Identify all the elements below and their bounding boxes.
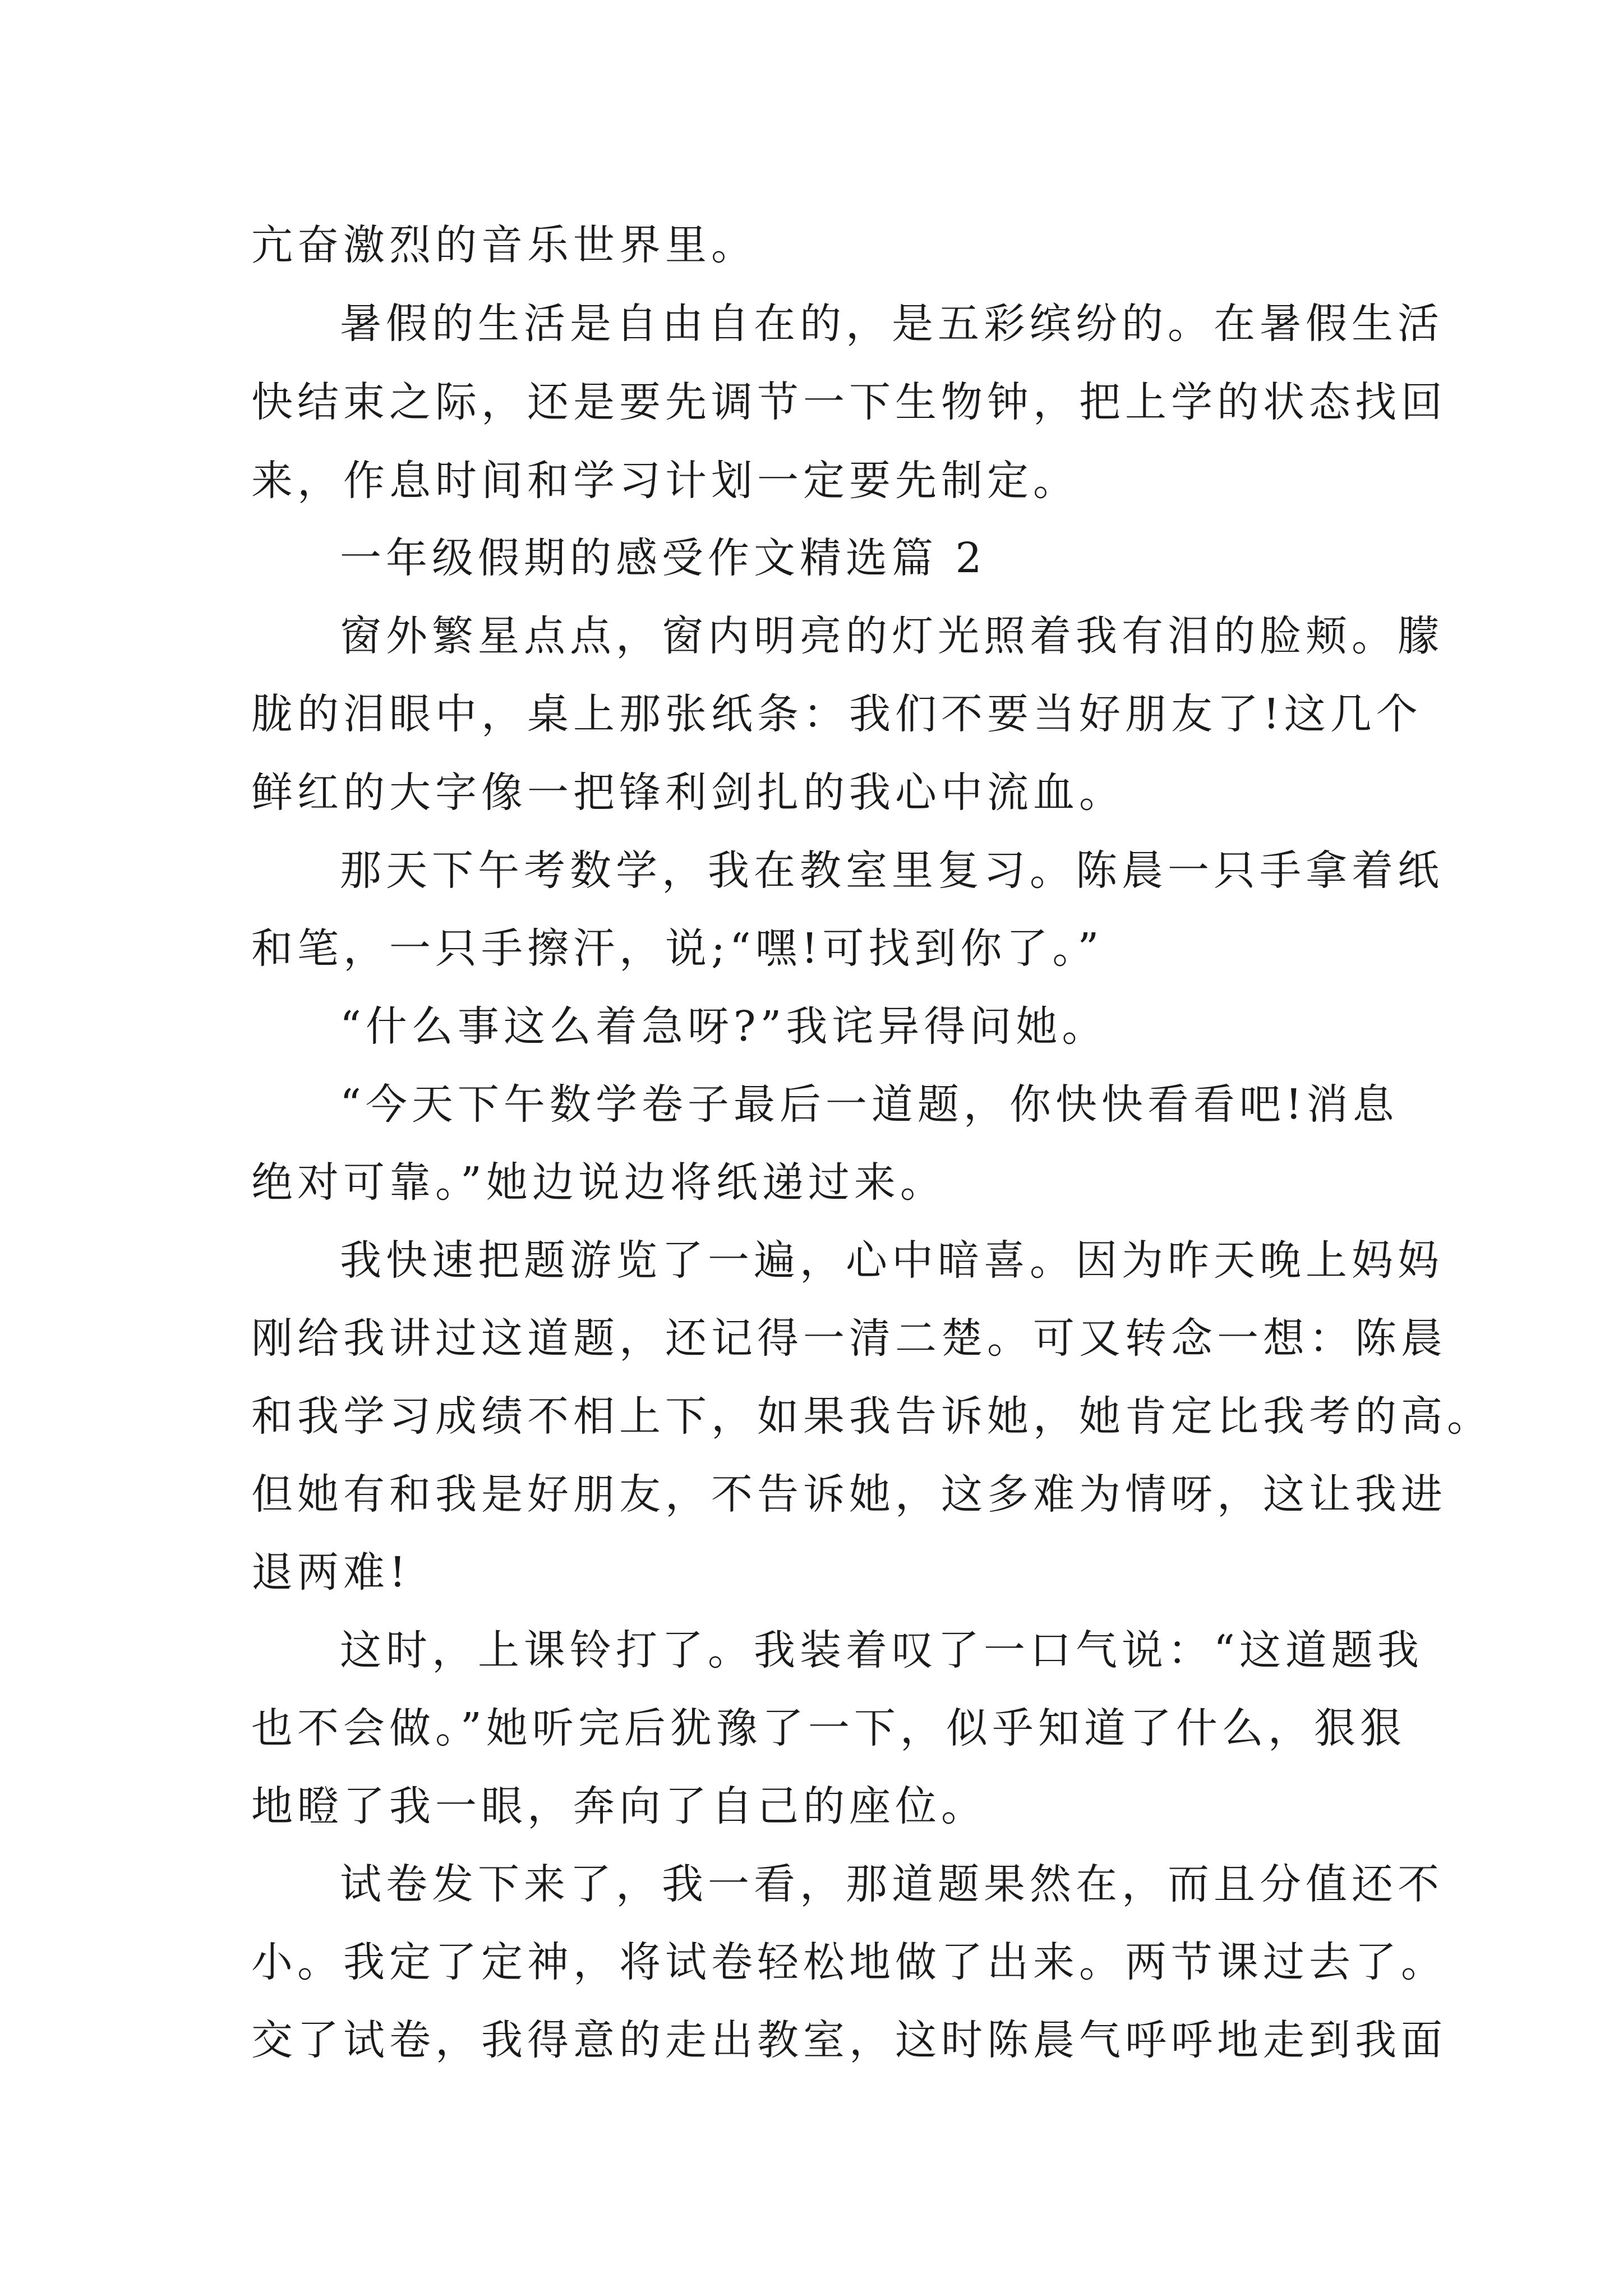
text-line: 胧的泪眼中，桌上那张纸条：我们不要当好朋友了!这几个	[251, 690, 1422, 738]
text-line: 这时，上课铃打了。我装着叹了一口气说：“这道题我	[340, 1626, 1423, 1674]
text-line: 亢奋激烈的音乐世界里。	[251, 221, 757, 269]
text-line: 刚给我讲过这道题，还记得一清二楚。可又转念一想：陈晨	[251, 1314, 1447, 1363]
text-line: 和我学习成绩不相上下，如果我告诉她，她肯定比我考的高。	[251, 1392, 1493, 1441]
text-line: 也不会做。”她听完后犹豫了一下，似乎知道了什么，狠狠	[251, 1704, 1406, 1752]
text-line: 鲜红的大字像一把锋利剑扎的我心中流血。	[251, 769, 1125, 817]
text-line: 那天下午考数学，我在教室里复习。陈晨一只手拿着纸	[340, 846, 1444, 895]
text-line: “今天下午数学卷子最后一道题，你快快看看吧!消息	[340, 1080, 1399, 1129]
section-heading: 一年级假期的感受作文精选篇 2	[340, 534, 986, 582]
text-line: 交了试卷，我得意的走出教室，这时陈晨气呼呼地走到我面	[251, 2016, 1447, 2064]
text-line: 来，作息时间和学习计划一定要先制定。	[251, 457, 1079, 505]
text-line: 地瞪了我一眼，奔向了自己的座位。	[251, 1782, 987, 1830]
text-line: 但她有和我是好朋友，不告诉她，这多难为情呀，这让我进	[251, 1470, 1447, 1519]
text-line: 快结束之际，还是要先调节一下生物钟，把上学的状态找回	[251, 378, 1447, 426]
text-line: “什么事这么着急呀?”我诧异得问她。	[340, 1002, 1108, 1051]
text-line: 小。我定了定神，将试卷轻松地做了出来。两节课过去了。	[251, 1938, 1447, 1986]
text-line: 和笔，一只手擦汗，说;“嘿!可找到你了。”	[251, 924, 1104, 973]
text-line: 绝对可靠。”她边说边将纸递过来。	[251, 1158, 946, 1207]
text-line: 我快速把题游览了一遍，心中暗喜。因为昨天晚上妈妈	[340, 1236, 1444, 1285]
text-line: 窗外繁星点点，窗内明亮的灯光照着我有泪的脸颊。朦	[340, 612, 1444, 660]
text-line: 暑假的生活是自由自在的，是五彩缤纷的。在暑假生活	[340, 300, 1444, 348]
text-line: 退两难!	[251, 1548, 411, 1596]
text-line: 试卷发下来了，我一看，那道题果然在，而且分值还不	[340, 1860, 1444, 1908]
